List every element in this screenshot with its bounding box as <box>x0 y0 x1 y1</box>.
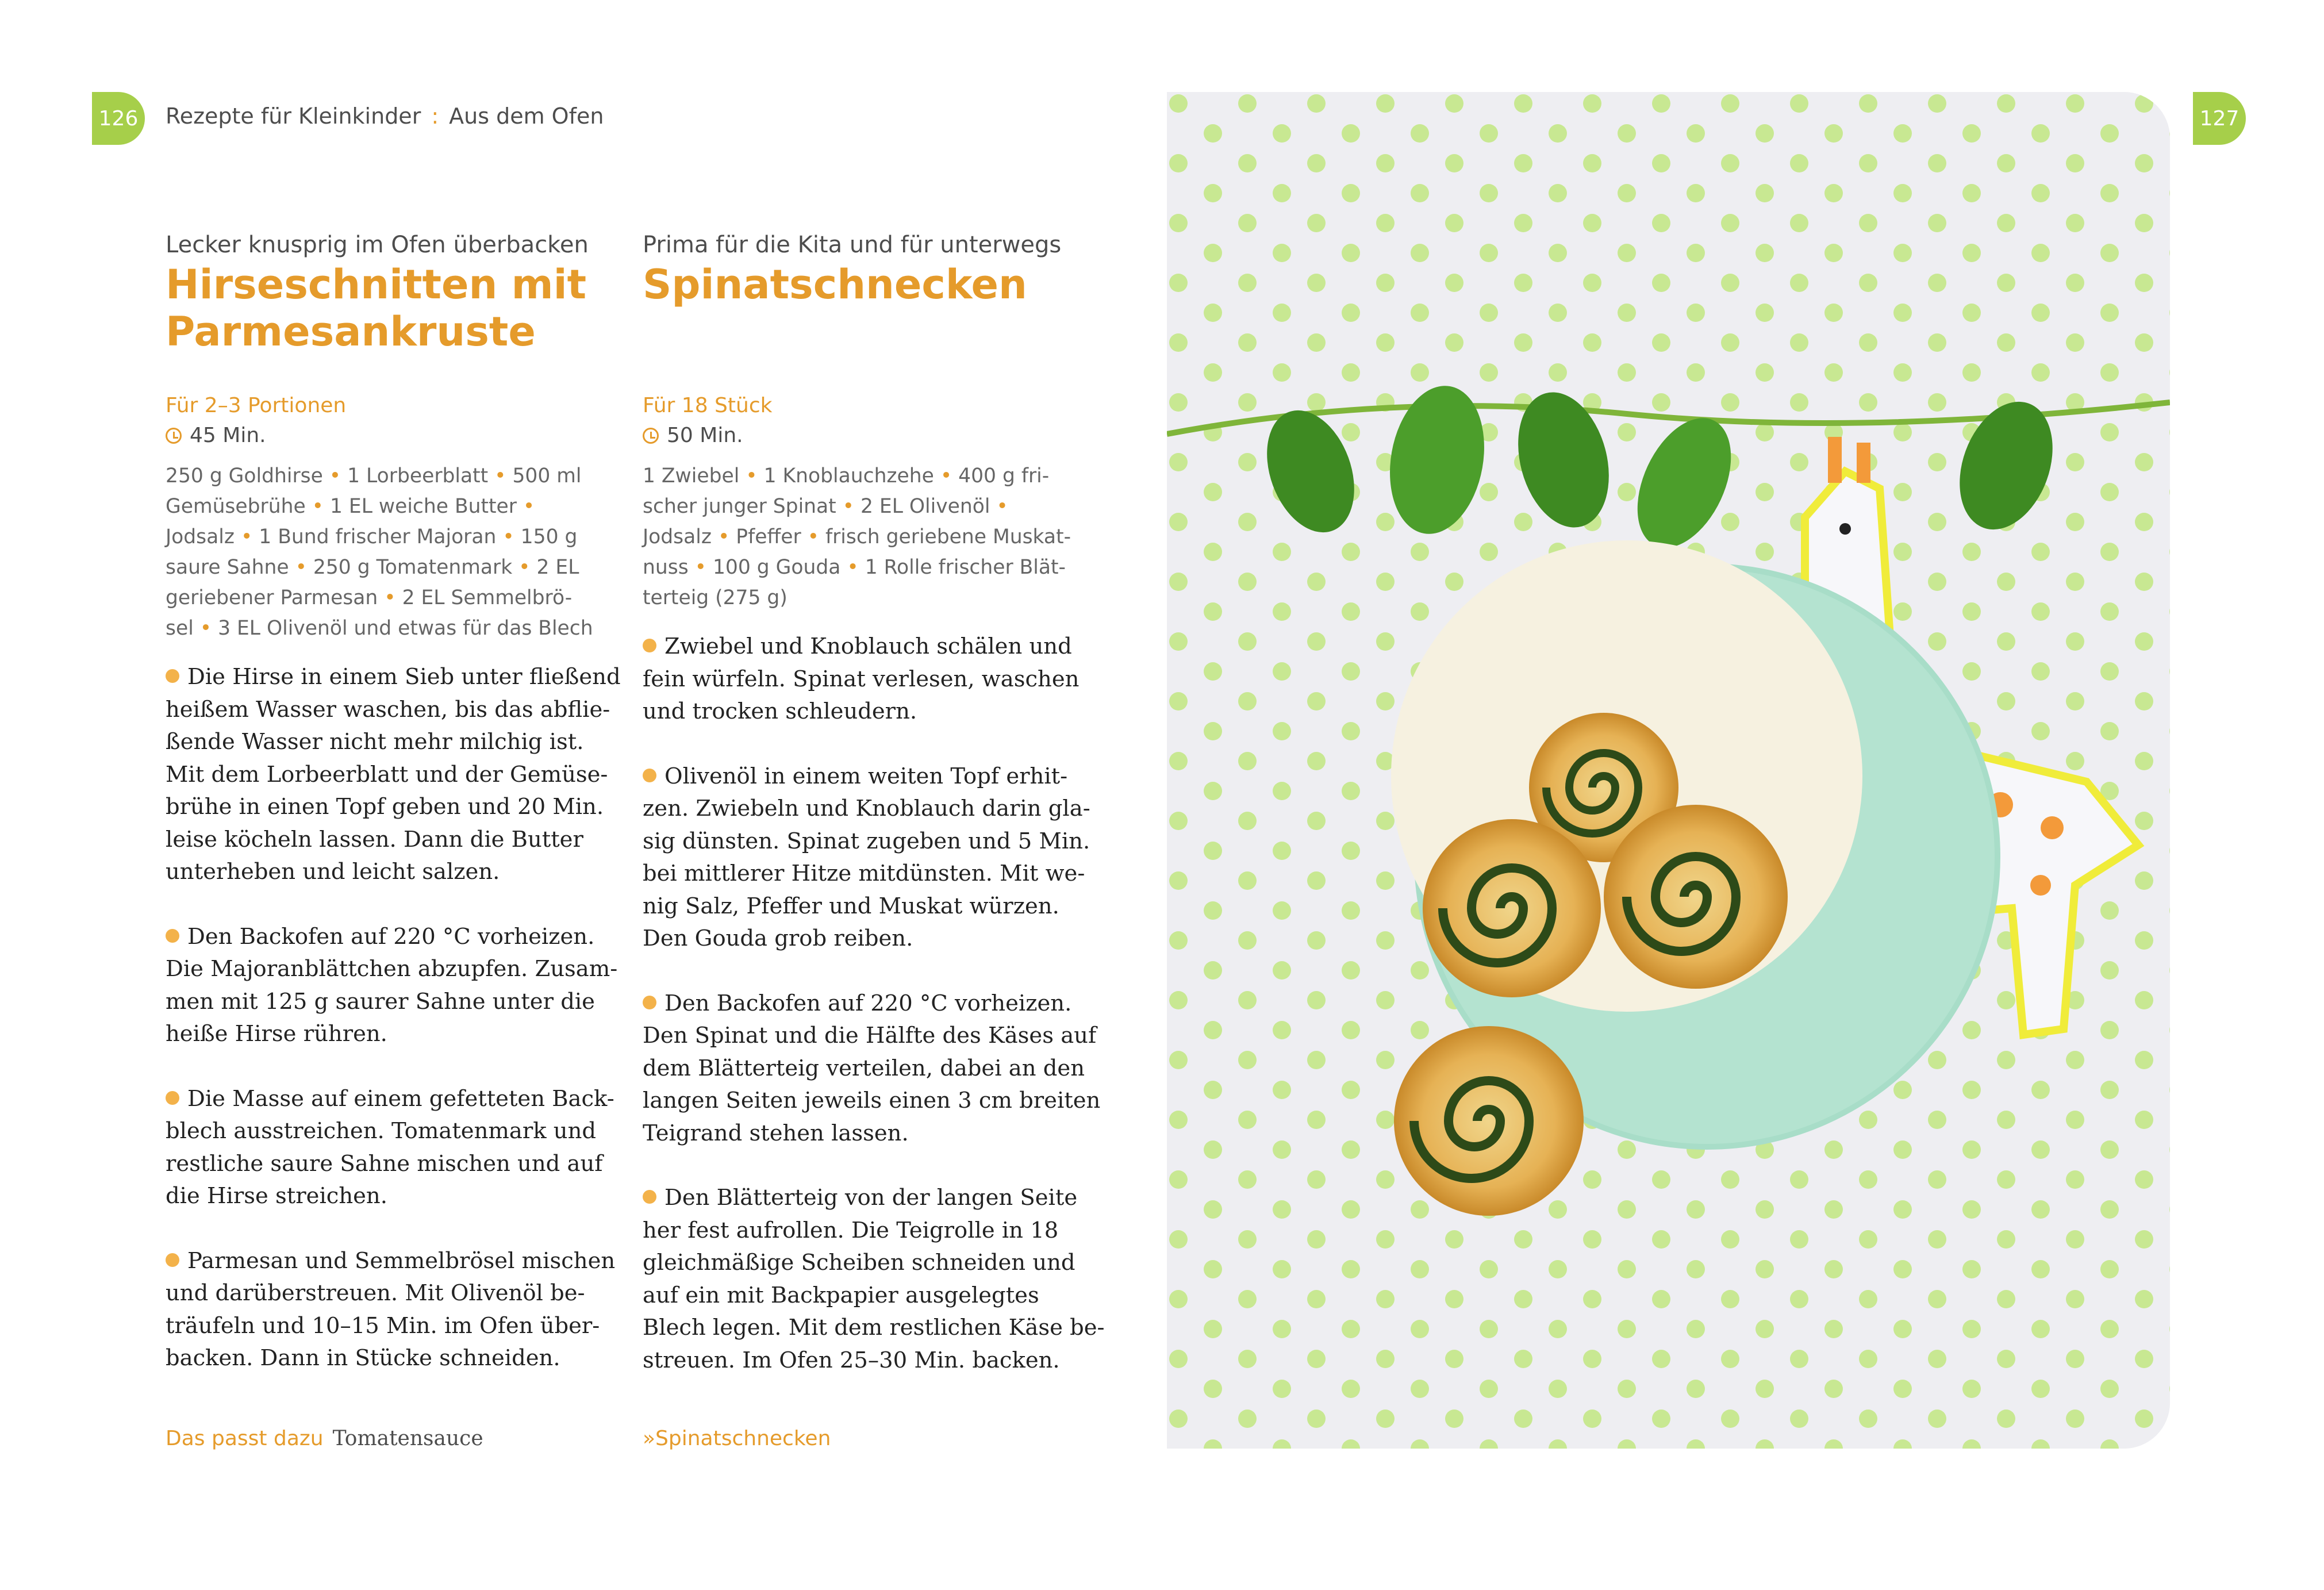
ingredient-line <box>643 522 1074 552</box>
recipe-step <box>643 631 1080 728</box>
step-bullet-icon <box>166 669 179 683</box>
recipe-step <box>166 1083 614 1213</box>
recipe-kicker: Prima für die Kita und für unterwegs <box>643 232 1062 258</box>
ingredient-item: sel <box>166 617 194 640</box>
bullet-dot-icon: • <box>496 525 521 548</box>
ingredient-line <box>166 583 597 613</box>
step-list <box>643 631 1105 1377</box>
step-line: auf ein mit Backpapier ausgelegtes <box>643 1282 1039 1308</box>
ingredient-item: 1 Lorbeerblatt <box>347 464 489 487</box>
step-line: Den Gouda grob reiben. <box>643 925 913 951</box>
bullet-dot-icon: • <box>322 464 348 487</box>
photo-reference-label: Spinatschnecken <box>655 1427 831 1450</box>
ingredient-item: Jodsalz <box>643 525 712 548</box>
ingredient-item: saure Sahne <box>166 556 289 579</box>
step-line: Teigrand stehen lassen. <box>643 1120 909 1146</box>
step-line: sig dünsten. Spinat zugeben und 5 Min. <box>643 828 1090 854</box>
step-line: Zwiebel und Knoblauch schälen und <box>664 633 1072 659</box>
bullet-dot-icon: • <box>516 495 535 518</box>
step-line: Die Masse auf einem gefetteten Back- <box>187 1085 614 1112</box>
ingredient-item: 1 Bund frischer Majoran <box>259 525 497 548</box>
step-bullet-icon <box>643 996 656 1009</box>
subsection-title: Aus dem Ofen <box>449 103 604 129</box>
bullet-dot-icon: • <box>688 556 713 579</box>
serving-suggestion <box>166 1427 483 1450</box>
step-line: fein würfeln. Spinat verlesen, waschen <box>643 666 1080 692</box>
serving-suggestion-label: Das passt dazu <box>166 1427 324 1450</box>
bullet-dot-icon: • <box>235 525 259 548</box>
recipe-kicker: Lecker knusprig im Ofen überbacken <box>166 232 589 258</box>
step-line: Blech legen. Mit dem restlichen Käse be- <box>643 1315 1105 1341</box>
step-line: die Hirse streichen. <box>166 1183 387 1209</box>
step-line: leise köcheln lassen. Dann die Butter <box>166 826 583 852</box>
step-line: gleichmäßige Scheiben schneiden und <box>643 1250 1075 1276</box>
bullet-dot-icon: • <box>934 464 959 487</box>
recipe-step <box>643 1182 1105 1377</box>
step-line: zen. Zwiebeln und Knoblauch darin gla- <box>643 796 1090 821</box>
ingredient-item: 400 g fri- <box>958 464 1050 487</box>
bullet-dot-icon: • <box>801 525 825 548</box>
bullet-dot-icon: • <box>840 556 865 579</box>
page-number-right: 127 <box>2193 92 2246 145</box>
step-line: träufeln und 10–15 Min. im Ofen über- <box>166 1312 600 1339</box>
ingredient-item: 1 Zwiebel <box>643 464 740 487</box>
ingredient-item: 2 EL Semmelbrö- <box>402 586 573 609</box>
step-line: Den Blätterteig von der langen Seite <box>664 1185 1078 1211</box>
step-line: langen Seiten jeweils einen 3 cm breiten <box>643 1088 1101 1113</box>
ingredient-item: 250 g Tomatenmark <box>313 556 513 579</box>
step-line: her fest aufrollen. Die Teigrolle in 18 <box>643 1217 1059 1243</box>
bullet-dot-icon: • <box>289 556 313 579</box>
step-line: nig Salz, Pfeffer und Muskat würzen. <box>643 893 1059 919</box>
step-line: backen. Dann in Stücke schneiden. <box>166 1345 560 1371</box>
bullet-dot-icon: • <box>739 464 764 487</box>
ingredient-item: 500 ml <box>512 464 582 487</box>
photo-reference <box>643 1427 831 1450</box>
ingredient-item: Gemüsebrühe <box>166 495 306 518</box>
step-list <box>166 661 621 1375</box>
recipe-step <box>166 921 618 1051</box>
ingredient-item: terteig (275 g) <box>643 586 788 609</box>
recipe-step <box>166 1245 616 1375</box>
ingredient-line <box>643 491 1074 522</box>
ingredient-line <box>643 583 1074 613</box>
ingredient-item: 250 g Goldhirse <box>166 464 323 487</box>
step-line: unterheben und leicht salzen. <box>166 859 500 885</box>
step-bullet-icon <box>643 639 656 652</box>
step-line: Den Backofen auf 220 °C vorheizen. <box>187 923 595 950</box>
ingredient-line <box>166 522 597 552</box>
bullet-dot-icon: • <box>836 495 861 518</box>
recipe-title-line-1: Spinatschnecken <box>643 261 1027 308</box>
recipe-step <box>166 661 621 889</box>
ingredient-item: 2 EL Olivenöl <box>861 495 990 518</box>
step-line: blech ausstreichen. Tomatenmark und <box>166 1118 597 1144</box>
step-line: und darüberstreuen. Mit Olivenöl be- <box>166 1280 585 1306</box>
recipe-time-value: 50 Min. <box>667 424 743 447</box>
step-line: Parmesan und Semmelbrösel mischen <box>187 1247 616 1274</box>
section-title: Rezepte für Kleinkinder <box>166 103 421 129</box>
bullet-dot-icon: • <box>512 556 537 579</box>
bullet-dot-icon: • <box>990 495 1008 518</box>
ingredient-item: Jodsalz <box>166 525 235 548</box>
step-line: restliche saure Sahne mischen und auf <box>166 1150 603 1177</box>
step-bullet-icon <box>643 1190 656 1204</box>
step-line: Olivenöl in einem weiten Topf erhit- <box>664 763 1068 789</box>
clock-icon <box>643 428 659 444</box>
ingredient-line <box>643 552 1074 583</box>
ingredient-line <box>166 491 597 522</box>
ingredient-item: scher junger Spinat <box>643 495 836 518</box>
step-bullet-icon <box>166 1253 179 1267</box>
bullet-dot-icon: • <box>193 617 218 640</box>
bullet-dot-icon: • <box>488 464 513 487</box>
ingredient-item: 1 Knoblauchzehe <box>763 464 934 487</box>
running-head <box>166 103 604 129</box>
step-line: und trocken schleudern. <box>643 698 917 724</box>
section-separator: : <box>431 103 439 129</box>
ingredient-list <box>643 461 1074 613</box>
step-line: Den Backofen auf 220 °C vorheizen. <box>664 990 1072 1016</box>
recipe-hirseschnitten <box>166 229 621 1407</box>
serving-suggestion-value: Tomatensauce <box>332 1427 483 1450</box>
step-line: heiße Hirse rühren. <box>166 1021 387 1047</box>
recipe-time <box>166 421 597 451</box>
recipe-time <box>643 421 1074 451</box>
step-bullet-icon <box>166 929 179 943</box>
recipe-step <box>643 761 1090 955</box>
clock-icon <box>166 428 182 444</box>
step-line: bei mittlerer Hitze mitdünsten. Mit we- <box>643 861 1085 886</box>
ingredient-line <box>166 461 597 491</box>
bullet-dot-icon: • <box>712 525 736 548</box>
bullet-dot-icon: • <box>378 586 402 609</box>
ingredient-line <box>166 552 597 583</box>
step-line: Mit dem Lorbeerblatt und der Gemüse- <box>166 761 608 788</box>
ingredient-item: 100 g Gouda <box>712 556 841 579</box>
step-bullet-icon <box>166 1091 179 1105</box>
step-line: heißem Wasser waschen, bis das abflie- <box>166 696 610 723</box>
recipe-servings: Für 2–3 Portionen <box>166 394 347 417</box>
ingredient-item: frisch geriebene Muskat- <box>825 525 1071 548</box>
recipe-servings: Für 18 Stück <box>643 394 773 417</box>
recipe-title-line-1: Hirseschnitten mit <box>166 261 587 308</box>
recipe-title-line-2: Parmesankruste <box>166 308 536 355</box>
ingredient-item: geriebener Parmesan <box>166 586 378 609</box>
step-line: Die Majoranblättchen abzupfen. Zusam- <box>166 956 618 982</box>
step-line: Die Hirse in einem Sieb unter fließend <box>187 664 621 690</box>
double-chevron-right-icon: » <box>643 1427 656 1450</box>
bullet-dot-icon: • <box>305 495 330 518</box>
recipe-title <box>643 261 1074 364</box>
ingredient-item: Pfeffer <box>736 525 801 548</box>
step-line: brühe in einen Topf geben und 20 Min. <box>166 794 604 820</box>
ingredient-item: 3 EL Olivenöl und etwas für das Blech <box>218 617 593 640</box>
page-number-left: 126 <box>92 92 145 145</box>
step-bullet-icon <box>643 769 656 782</box>
recipe-spinatschnecken <box>643 229 1105 1409</box>
ingredient-line <box>166 613 597 644</box>
ingredient-item: nuss <box>643 556 689 579</box>
step-line: streuen. Im Ofen 25–30 Min. backen. <box>643 1347 1060 1373</box>
recipe-step <box>643 988 1101 1150</box>
ingredient-item: 1 Rolle frischer Blät- <box>865 556 1066 579</box>
ingredient-line <box>643 461 1074 491</box>
ingredient-item: 2 EL <box>536 556 579 579</box>
step-line: men mit 125 g saurer Sahne unter die <box>166 988 595 1015</box>
ingredient-list <box>166 461 597 644</box>
step-line: dem Blätterteig verteilen, dabei an den <box>643 1055 1085 1081</box>
recipe-title <box>166 261 597 364</box>
recipe-time-value: 45 Min. <box>190 424 266 447</box>
recipe-photo <box>1167 92 2170 1449</box>
step-line: Den Spinat und die Hälfte des Käses auf <box>643 1023 1097 1049</box>
ingredient-item: 1 EL weiche Butter <box>329 495 517 518</box>
ingredient-item: 150 g <box>520 525 578 548</box>
step-line: ßende Wasser nicht mehr milchig ist. <box>166 729 584 755</box>
